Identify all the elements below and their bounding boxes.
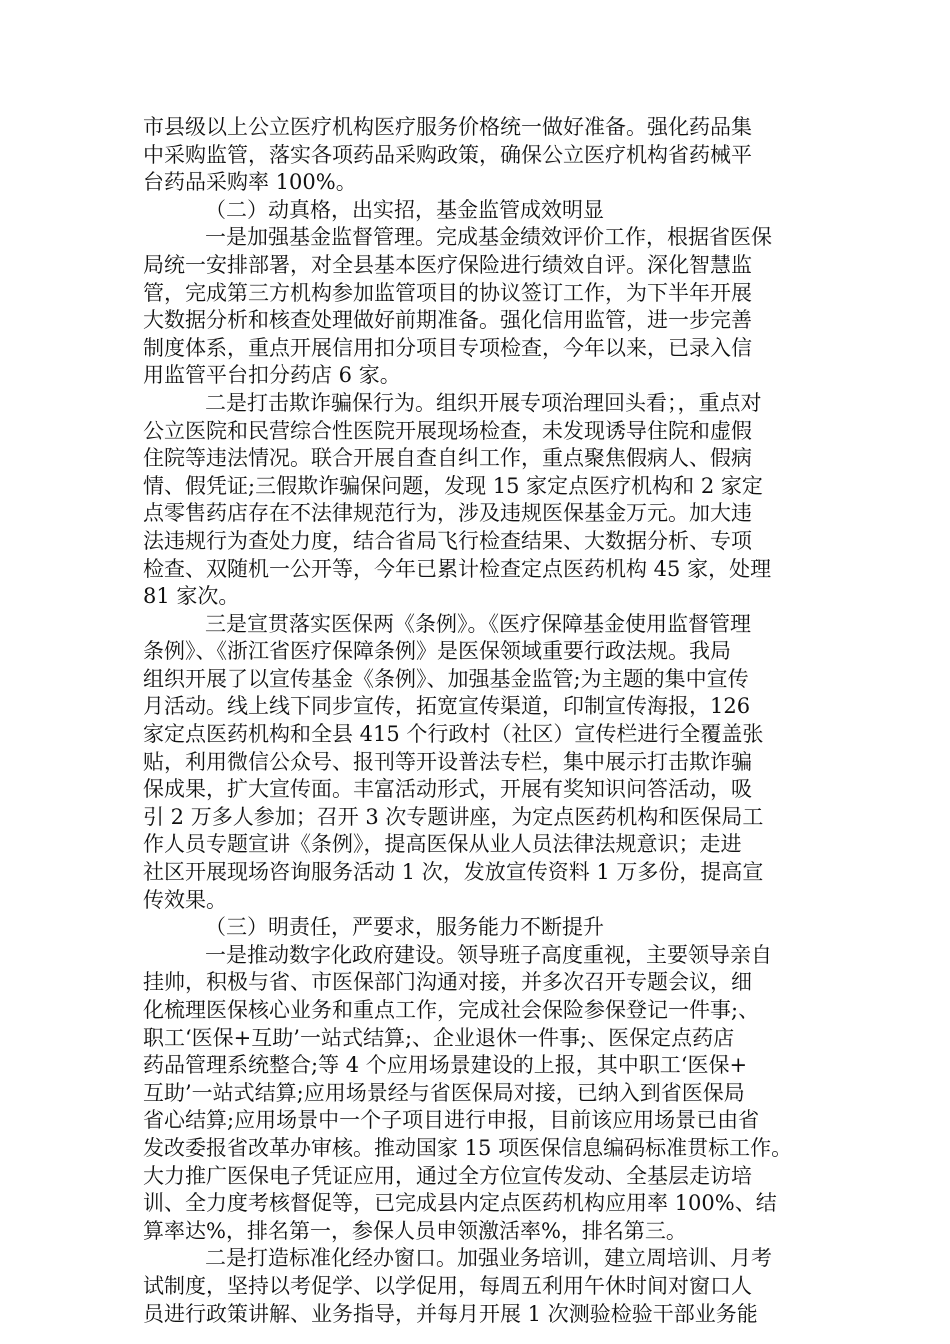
text-line: 中采购监管，落实各项药品采购政策，确保公立医疗机构省药械平 [143,142,752,167]
paragraph-first-line: 二是打击欺诈骗保行为。组织开展专项治理回头看；，重点对 [205,390,762,415]
text-line: 点零售药店存在不法律规范行为，涉及违规医保基金万元。加大违 [143,501,752,526]
text-line: 检查、双随机一公开等，今年已累计检查定点医药机构 45 家，处理 [143,556,772,581]
text-line: 职工‘医保+互助’一站式结算;、企业退休一件事;、医保定点药店 [143,1025,735,1050]
text-line: 情、假凭证;三假欺诈骗保问题，发现 15 家定点医疗机构和 2 家定 [143,473,763,498]
paragraph-first-line: 三是宣贯落实医保两《条例》。《医疗保障基金使用监督管理 [205,611,751,636]
text-line: 大数据分析和核查处理做好前期准备。强化信用监管，进一步完善 [143,308,752,333]
text-line: 引 2 万多人参加；召开 3 次专题讲座，为定点医药机构和医保局工 [143,804,764,829]
text-line: 局统一安排部署，对全县基本医疗保险进行绩效自评。深化智慧监 [143,252,752,277]
paragraph-first-line: 二是打造标准化经办窗口。加强业务培训，建立周培训、月考 [205,1246,772,1271]
text-line: 公立医院和民营综合性医院开展现场检查，未发现诱导住院和虚假 [143,418,752,443]
text-line: 台药品采购率 100%。 [143,170,357,195]
document-page [143,114,811,1328]
text-line: 月活动。线上线下同步宣传，拓宽宣传渠道，印制宣传海报，126 [143,694,751,719]
text-line: 用监管平台扣分药店 6 家。 [143,363,401,388]
text-line: 管，完成第三方机构参加监管项目的协议签订工作，为下半年开展 [143,280,752,305]
text-line: 传效果。 [143,887,227,912]
text-line: 作人员专题宣讲《条例》，提高医保从业人员法律法规意识；走进 [143,832,742,857]
text-line: 挂帅，积极与省、市医保部门沟通对接，并多次召开专题会议，细 [143,970,752,995]
text-line: 大力推广医保电子凭证应用，通过全方位宣传发动、全基层走访培 [143,1163,752,1188]
text-line: 组织开展了以宣传基金《条例》、加强基金监管;为主题的集中宣传 [143,666,749,691]
text-line: 化梳理医保核心业务和重点工作，完成社会保险参保登记一件事;、 [143,998,760,1022]
text-line: 贴，利用微信公众号、报刊等开设普法专栏，集中展示打击欺诈骗 [143,749,752,774]
text-line: 条例》、《浙江省医疗保障条例》是医保领域重要行政法规。我局 [143,639,731,664]
paragraph-first-line: （二）动真格，出实招，基金监管成效明显 [205,197,604,222]
text-line: 互助’一站式结算;应用场景经与省医保局对接，已纳入到省医保局 [143,1080,745,1105]
text-line: 试制度，坚持以考促学、以学促用，每周五利用午休时间对窗口人 [143,1273,752,1298]
text-line: 发改委报省改革办审核。推动国家 15 项医保信息编码标准贯标工作。 [143,1135,793,1160]
text-line: 药品管理系统整合;等 4 个应用场景建设的上报，其中职工‘医保+ [143,1053,748,1078]
paragraph-first-line: （三）明责任，严要求，服务能力不断提升 [205,915,604,940]
text-line: 家定点医药机构和全县 415 个行政村（社区）宣传栏进行全覆盖张 [143,722,764,747]
text-line: 法违规行为查处力度，结合省局飞行检查结果、大数据分析、专项 [143,528,752,553]
text-line: 住院等违法情况。联合开展自查自纠工作，重点聚焦假病人、假病 [143,446,752,471]
text-line: 训、全力度考核督促等，已完成县内定点医药机构应用率 100%、结 [143,1191,777,1216]
paragraph-first-line: 一是推动数字化政府建设。领导班子高度重视，主要领导亲自 [205,942,772,967]
text-line: 算率达%，排名第一，参保人员申领激活率%，排名第三。 [143,1218,687,1243]
text-line: 社区开展现场咨询服务活动 1 次，发放宣传资料 1 万多份，提高宣 [143,860,764,885]
text-line: 81 家次。 [143,584,240,609]
text-line: 员进行政策讲解、业务指导，并每月开展 1 次测验检验干部业务能 [143,1301,758,1326]
text-line: 省心结算;应用场景中一个子项目进行申报，目前该应用场景已由省 [143,1108,760,1133]
text-line: 制度体系，重点开展信用扣分项目专项检查，今年以来，已录入信 [143,335,752,360]
text-line: 保成果，扩大宣传面。丰富活动形式，开展有奖知识问答活动，吸 [143,777,752,802]
text-line: 市县级以上公立医疗机构医疗服务价格统一做好准备。强化药品集 [143,115,752,139]
paragraph-first-line: 一是加强基金监督管理。完成基金绩效评价工作，根据省医保 [205,225,772,250]
